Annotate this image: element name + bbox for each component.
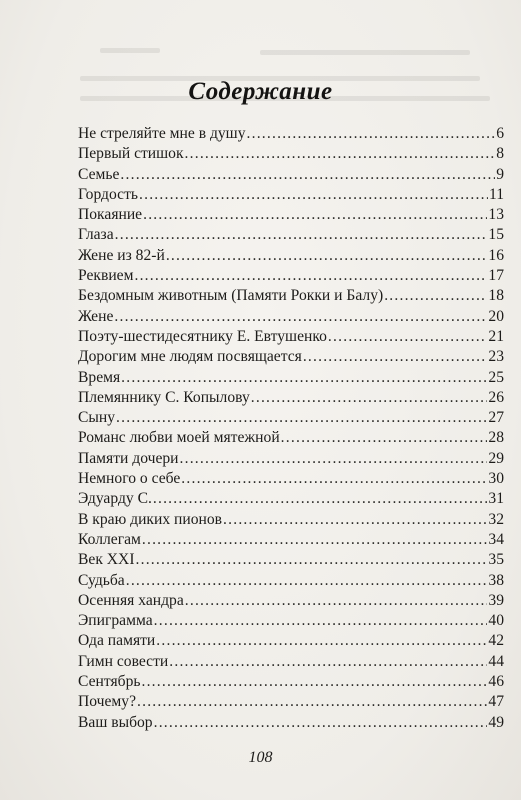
toc-leader-dots (136, 550, 488, 570)
toc-entry-page: 16 (488, 246, 504, 264)
toc-entry (78, 611, 504, 631)
toc-leader-dots (247, 124, 496, 144)
toc-entry (78, 124, 504, 144)
toc-entry-page: 49 (488, 713, 504, 731)
toc-leader-dots (384, 286, 487, 306)
toc-entry (78, 165, 504, 185)
toc-entry (78, 388, 504, 408)
toc-leader-dots (303, 347, 488, 367)
toc-entry-title: Первый стишок (78, 145, 184, 163)
toc-entry (78, 266, 504, 286)
toc-entry-title: Жене из 82-й (78, 246, 165, 264)
toc-entry-title: Романс любви моей мятежной (78, 429, 280, 447)
toc-leader-dots (223, 510, 487, 530)
toc-entry-title: Глаза (78, 226, 114, 244)
toc-entry-page: 38 (488, 571, 504, 589)
toc-entry-page: 20 (488, 307, 504, 325)
toc-entry (78, 510, 504, 530)
toc-entry-title: Почему? (78, 693, 137, 711)
toc-entry-page: 21 (488, 327, 504, 345)
toc-entry (78, 591, 504, 611)
toc-leader-dots (166, 246, 488, 266)
toc-leader-dots (328, 327, 487, 347)
toc-entry-title: Бездомным животным (Памяти Рокки и Балу) (78, 287, 384, 305)
toc-leader-dots (139, 185, 488, 205)
toc-entry-title: Не стреляйте мне в душу (78, 125, 246, 142)
toc-entry (78, 692, 504, 712)
toc-entry-title: Сентябрь (78, 673, 141, 691)
toc-entry (78, 530, 504, 550)
toc-entry (78, 246, 504, 266)
toc-entry (78, 368, 504, 388)
toc-leader-dots (154, 611, 488, 631)
toc-entry-page: 17 (488, 267, 504, 285)
toc-entry-page: 9 (496, 165, 504, 183)
toc-entry-page: 34 (488, 530, 504, 548)
toc-entry-title: Коллегам (78, 530, 141, 548)
toc-entry-title: Гимн совести (78, 652, 169, 670)
toc-entry-page: 26 (488, 388, 504, 406)
toc-leader-dots (121, 368, 487, 388)
toc-entry (78, 571, 504, 591)
toc-entry-title: Эдуарду С. (78, 490, 152, 508)
toc-entry-title: Племяннику С. Копылову (78, 388, 250, 406)
toc-entry-title: Сыну (78, 409, 116, 427)
toc-entry-page: 25 (488, 368, 504, 386)
toc-entry-page: 11 (488, 185, 504, 203)
toc-leader-dots (180, 449, 488, 469)
toc-leader-dots (142, 530, 488, 550)
toc-entry-page: 31 (488, 490, 504, 508)
toc-entry-page: 8 (496, 145, 504, 163)
toc-entry-title: Дорогим мне людям посвящается (78, 348, 302, 366)
toc-entry-title: Поэту-шестидесятнику Е. Евтушенко (78, 327, 327, 345)
toc-leader-dots (251, 388, 488, 408)
toc-entry (78, 205, 504, 225)
toc-entry-page: 27 (488, 409, 504, 427)
toc-leader-dots (181, 469, 487, 489)
page-title: Содержание (188, 78, 333, 105)
toc-entry (78, 327, 504, 347)
toc-entry-title: В краю диких пионов (78, 510, 223, 528)
toc-entry-page: 42 (488, 632, 504, 650)
toc-entry (78, 185, 504, 205)
toc-leader-dots (116, 408, 487, 428)
toc-entry-title: Семье (78, 165, 120, 183)
toc-entry-page: 29 (488, 449, 504, 467)
toc-entry (78, 449, 504, 469)
toc-entry-title: Жене (78, 307, 114, 325)
toc-entry-title: Осенняя хандра (78, 591, 184, 609)
toc-entry (78, 347, 504, 367)
toc-entry-page: 32 (488, 510, 504, 528)
toc-entry-title: Немного о себе (78, 470, 181, 488)
toc-entry-title: Век XXI (78, 551, 135, 569)
toc-entry (78, 286, 504, 306)
toc-entry (78, 713, 504, 733)
toc-entry-title: Ваш выбор (78, 713, 153, 731)
toc-entry-page: 15 (488, 226, 504, 244)
toc-entry (78, 225, 504, 245)
toc-leader-dots (134, 266, 487, 286)
toc-entry-page: 44 (488, 652, 504, 670)
toc-leader-dots (126, 571, 488, 591)
toc-entry-page: 40 (488, 612, 504, 630)
toc-entry-title: Время (78, 368, 121, 386)
toc-entry (78, 144, 504, 164)
toc-entry-title: Покаяние (78, 206, 143, 224)
toc-entry-title: Гордость (78, 185, 138, 203)
toc-entry-title: Эпиграмма (78, 612, 153, 630)
toc-entry-title: Ода памяти (78, 632, 156, 650)
toc-entry-page: 6 (496, 125, 504, 142)
toc-leader-dots (114, 307, 487, 327)
toc-entry (78, 408, 504, 428)
toc-entry-page: 23 (488, 348, 504, 366)
toc-entry (78, 652, 504, 672)
toc-entry-title: Реквием (78, 267, 134, 285)
toc-leader-dots (154, 713, 488, 733)
toc-leader-dots (115, 225, 488, 245)
toc-entry-page: 30 (488, 470, 504, 488)
toc-entry (78, 489, 504, 509)
toc-leader-dots (141, 672, 487, 692)
toc-leader-dots (153, 489, 488, 509)
toc-entry-page: 28 (488, 429, 504, 447)
toc-entry-page: 18 (488, 287, 504, 305)
toc-entry (78, 307, 504, 327)
toc-leader-dots (185, 144, 496, 164)
toc-entry-page: 46 (488, 673, 504, 691)
toc-entry (78, 469, 504, 489)
toc-entry (78, 631, 504, 651)
toc-leader-dots (185, 591, 488, 611)
table-of-contents (78, 124, 504, 733)
toc-entry (78, 550, 504, 570)
toc-entry (78, 672, 504, 692)
toc-entry-page: 13 (488, 206, 504, 224)
toc-leader-dots (143, 205, 487, 225)
toc-leader-dots (281, 428, 488, 448)
toc-leader-dots (156, 631, 487, 651)
toc-leader-dots (169, 652, 487, 672)
toc-leader-dots (120, 165, 495, 185)
toc-entry (78, 428, 504, 448)
page-number: 108 (248, 749, 273, 766)
toc-leader-dots (137, 692, 487, 712)
toc-entry-title: Памяти дочери (78, 449, 179, 467)
toc-entry-page: 39 (488, 591, 504, 609)
toc-entry-page: 47 (488, 693, 504, 711)
toc-entry-page: 35 (488, 551, 504, 569)
toc-entry-title: Судьба (78, 571, 125, 589)
